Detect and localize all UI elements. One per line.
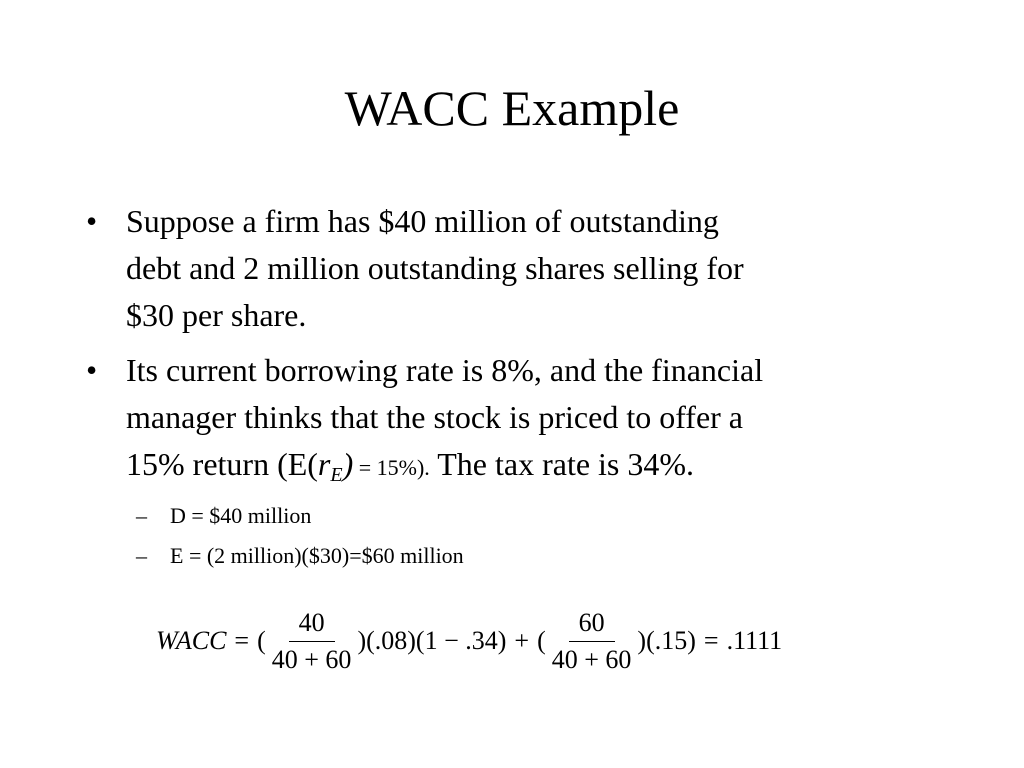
debt-fraction-denominator: 40 + 60 [271, 644, 352, 674]
debt-fraction-numerator: 40 [289, 608, 335, 642]
dash-marker: – [136, 503, 147, 528]
tax-rate-text: The tax rate is 34%. [429, 446, 695, 482]
formula-plus: + [514, 626, 530, 655]
bullet-item [84, 347, 944, 499]
formula-result: .1111 [726, 626, 783, 655]
sub-bullet-text: D = $40 million [170, 503, 312, 528]
dash-marker: – [136, 543, 147, 568]
sub-bullet-list [136, 496, 464, 576]
bullet-text-line: manager thinks that the stock is priced to offer a [126, 399, 743, 435]
equity-fraction-denominator: 40 + 60 [551, 644, 632, 674]
equity-fraction-numerator: 60 [569, 608, 615, 642]
r-subscript: E [330, 464, 343, 486]
slide-title: WACC Example [344, 80, 680, 136]
wacc-formula [156, 596, 782, 686]
bullet-item [84, 198, 944, 339]
bullet-marker: • [86, 352, 98, 388]
formula-equals: = [234, 626, 250, 655]
return-text: 15% return (E( [126, 446, 318, 482]
debt-fraction [268, 608, 356, 675]
formula-open-paren: ( [537, 626, 546, 655]
bullet-marker: • [86, 203, 98, 239]
r-symbol: r [317, 446, 331, 482]
formula-debt-term: )(.08)(1 − .34) [357, 626, 507, 655]
bullet-text-line [126, 446, 695, 486]
formula-open-paren: ( [257, 626, 266, 655]
bullet-list [84, 198, 944, 507]
close-paren: ) [342, 446, 354, 482]
formula-equals: = [703, 626, 719, 655]
formula-equity-term: )(.15) [637, 626, 696, 655]
bullet-text-line: Suppose a firm has $40 million of outstanding [126, 203, 719, 239]
bullet-text-line: $30 per share. [126, 297, 307, 333]
sub-bullet-item [136, 496, 464, 536]
equity-fraction [548, 608, 636, 675]
formula-lhs: WACC [156, 626, 227, 655]
sub-bullet-item [136, 536, 464, 576]
bullet-text-line: Its current borrowing rate is 8%, and the financial [126, 352, 764, 388]
bullet-text-line: debt and 2 million outstanding shares selling for [126, 250, 744, 286]
return-value-small: = 15%). [353, 455, 430, 480]
sub-bullet-text: E = (2 million)($30)=$60 million [170, 543, 464, 568]
